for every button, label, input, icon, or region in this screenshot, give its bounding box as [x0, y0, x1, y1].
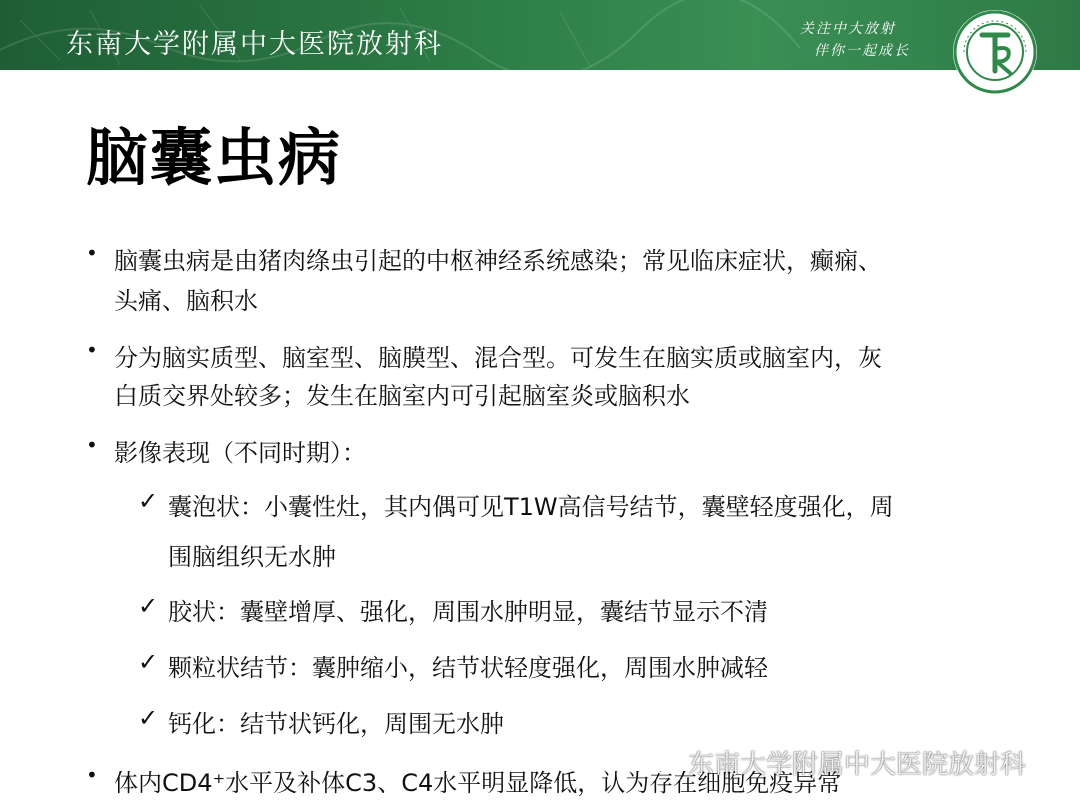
bullet-text-line: 分为脑实质型、脑室型、脑膜型、混合型。可发生在脑实质或脑室内，灰 — [114, 344, 882, 372]
sub-item-text-line: 囊泡状：小囊性灶，其内偶可见T1W高信号结节，囊壁轻度强化，周 — [168, 493, 894, 521]
check-icon: ✓ — [138, 704, 159, 732]
wechat-icon — [638, 747, 680, 777]
sub-item-text-line: 颗粒状结节：囊肿缩小，结节状轻度强化，周围水肿减轻 — [168, 654, 768, 682]
watermark-text: 东南大学附属中大医院放射科 — [688, 749, 1027, 780]
check-icon: ✓ — [138, 592, 159, 620]
watermark — [638, 744, 1026, 780]
bullet-text-line: 脑囊虫病是由猪肉绦虫引起的中枢神经系统感染；常见临床症状，癫痫、 — [114, 247, 882, 275]
bullet-text-line: 影像表现（不同时期）： — [114, 439, 366, 467]
sub-item-text-line: 胶状：囊壁增厚、强化，周围水肿明显，囊结节显示不清 — [168, 598, 768, 626]
slide-title: 脑囊虫病 — [86, 121, 343, 194]
bullet-dot: • — [86, 763, 98, 787]
bullet-dot: • — [86, 338, 98, 362]
sub-item-text-line: 钙化：结节状钙化，周围无水肿 — [168, 710, 504, 738]
bullet-text-line: 白质交界处较多；发生在脑室内可引起脑室炎或脑积水 — [114, 382, 690, 410]
header-title: 东南大学附属中大医院放射科 — [66, 29, 443, 60]
check-icon: ✓ — [138, 648, 159, 676]
bullet-text-line: 体内CD4⁺水平及补体C3、C4水平明显降低，认为存在细胞免疫异常 — [114, 769, 842, 797]
check-icon: ✓ — [138, 487, 159, 515]
bullet-dot: • — [86, 433, 98, 457]
bullet-text-line: 头痛、脑积水 — [114, 287, 258, 315]
sub-item-text-line: 围脑组织无水肿 — [168, 543, 336, 571]
slogan-line-1: 关注中大放射 — [800, 21, 896, 37]
slogan-line-2: 伴你一起成长 — [814, 43, 910, 59]
bullet-dot: • — [86, 241, 98, 265]
